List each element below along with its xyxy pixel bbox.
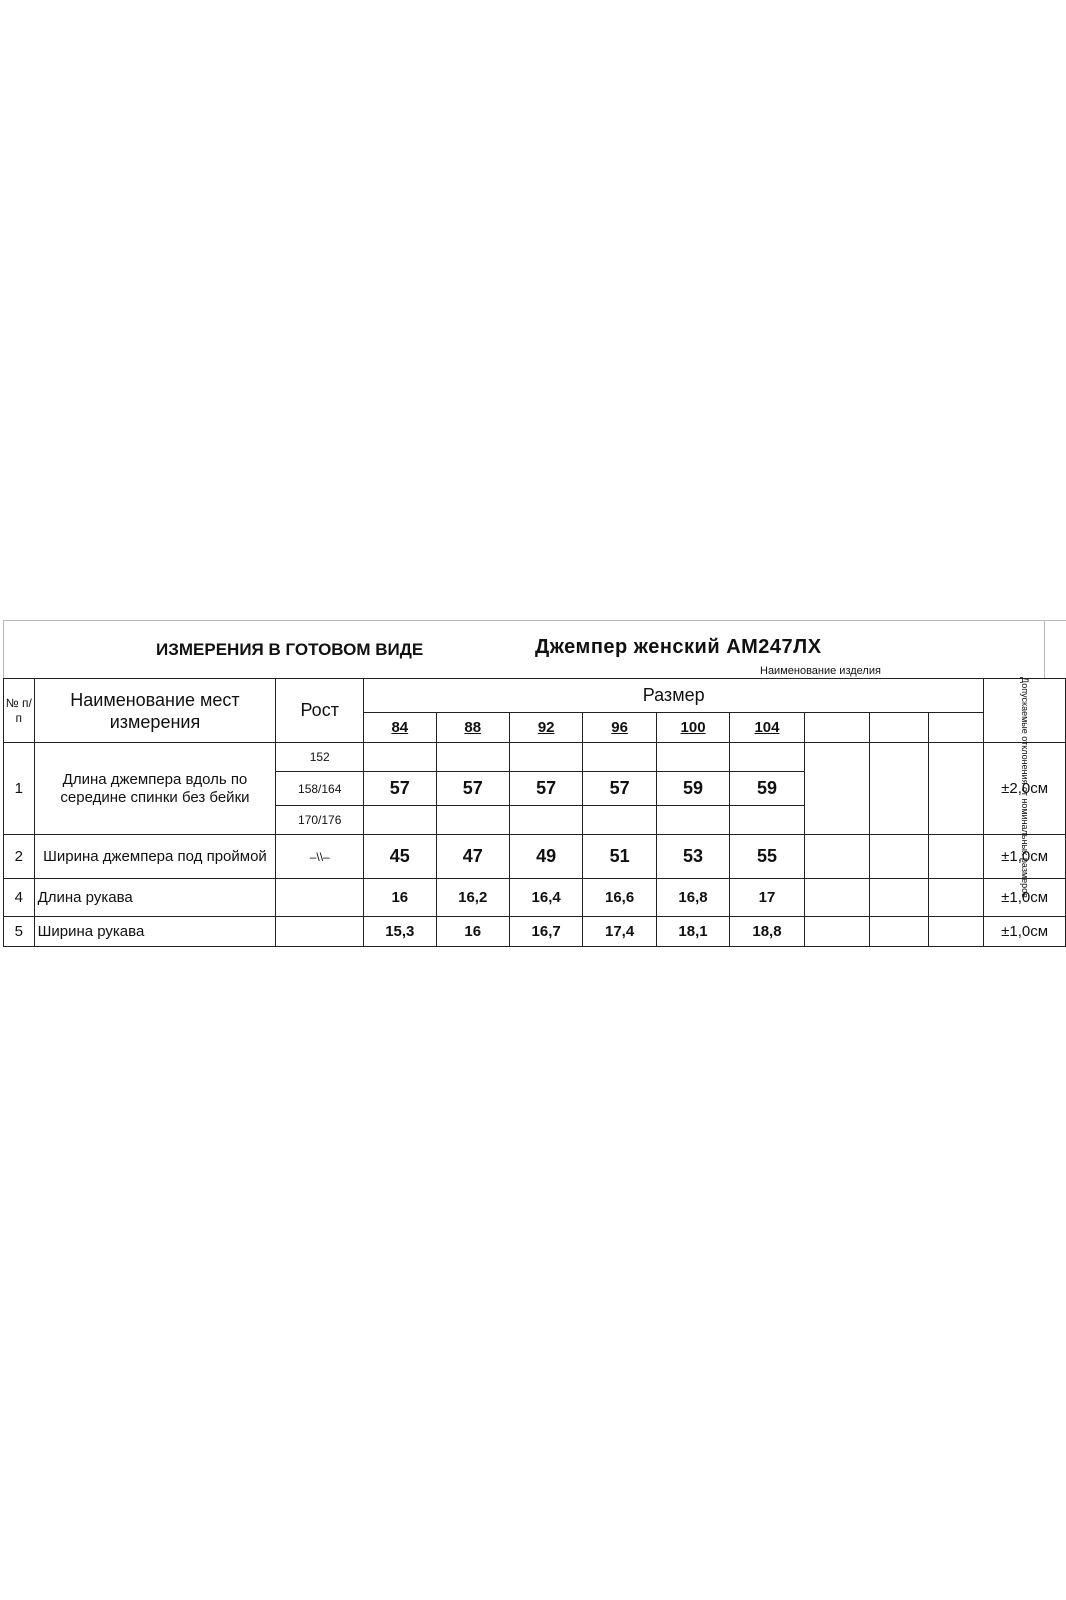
- row-2-name: Ширина джемпера под проймой: [34, 835, 276, 879]
- row-1-rost-b: 158/164: [276, 772, 364, 806]
- empty-size-cell: [804, 713, 869, 743]
- empty-cell: [436, 743, 509, 772]
- empty-size-cell: [929, 713, 984, 743]
- row-1-value: 57: [583, 772, 656, 806]
- row-1-value: 57: [509, 772, 582, 806]
- sheet-grid-left: [3, 620, 4, 678]
- measurement-table: [3, 678, 1066, 947]
- row-2-value: 51: [583, 835, 656, 879]
- empty-cell: [929, 835, 984, 879]
- empty-size-cell: [870, 713, 929, 743]
- sheet-grid-top: [3, 620, 1066, 621]
- row-2-value: 47: [436, 835, 509, 879]
- empty-cell: [870, 835, 929, 879]
- row-2-value: 53: [656, 835, 729, 879]
- column-no-header: № п/п: [4, 679, 35, 743]
- row-4-value: 16,4: [509, 879, 582, 917]
- row-5-rost: [276, 917, 364, 947]
- column-name-header: Наименование мест измерения: [34, 679, 276, 743]
- empty-cell: [583, 806, 656, 835]
- row-5-value: 16,7: [509, 917, 582, 947]
- row-4-value: 16: [364, 879, 436, 917]
- size-88: 88: [436, 713, 509, 743]
- empty-cell: [870, 917, 929, 947]
- row-5-value: 17,4: [583, 917, 656, 947]
- tolerance-header-text: Допускаемые отклонения от номинальных размеров: [1019, 676, 1030, 898]
- product-title: Джемпер женский АМ247ЛХ: [535, 636, 822, 658]
- row-2-no: 2: [4, 835, 35, 879]
- empty-cell: [583, 743, 656, 772]
- empty-cell: [730, 806, 804, 835]
- column-rost-header: Рост: [276, 679, 364, 743]
- empty-cell: [804, 743, 869, 835]
- row-1-tolerance: ±2,0см: [984, 743, 1066, 835]
- empty-cell: [804, 879, 869, 917]
- row-5-name: Ширина рукава: [34, 917, 276, 947]
- row-4-name: Длина рукава: [34, 879, 276, 917]
- row-4-value: 16,8: [656, 879, 729, 917]
- empty-cell: [929, 879, 984, 917]
- size-104: 104: [730, 713, 804, 743]
- row-1-value: 57: [364, 772, 436, 806]
- empty-cell: [804, 917, 869, 947]
- row-5-tolerance: ±1,0см: [984, 917, 1066, 947]
- row-2-rost: –\\–: [276, 835, 364, 879]
- row-4-value: 16,6: [583, 879, 656, 917]
- row-5-value: 15,3: [364, 917, 436, 947]
- empty-cell: [730, 743, 804, 772]
- row-1-rost-a: 152: [276, 743, 364, 772]
- size-96: 96: [583, 713, 656, 743]
- row-1-rost-c: 170/176: [276, 806, 364, 835]
- empty-cell: [436, 806, 509, 835]
- empty-cell: [929, 743, 984, 835]
- row-1-value: 57: [436, 772, 509, 806]
- empty-cell: [870, 879, 929, 917]
- empty-cell: [364, 806, 436, 835]
- row-2-value: 45: [364, 835, 436, 879]
- empty-cell: [656, 743, 729, 772]
- empty-cell: [804, 835, 869, 879]
- product-caption: Наименование изделия: [760, 665, 881, 677]
- empty-cell: [870, 743, 929, 835]
- row-1-value: 59: [730, 772, 804, 806]
- sheet-title: ИЗМЕРЕНИЯ В ГОТОВОМ ВИДЕ: [156, 640, 424, 659]
- row-1-no: 1: [4, 743, 35, 835]
- column-razmer-header: Размер: [364, 679, 984, 713]
- row-4-no: 4: [4, 879, 35, 917]
- row-5-no: 5: [4, 917, 35, 947]
- row-4-value: 17: [730, 879, 804, 917]
- row-5-value: 16: [436, 917, 509, 947]
- empty-cell: [509, 806, 582, 835]
- row-4-rost: [276, 879, 364, 917]
- row-2-tolerance: ±1,0см: [984, 835, 1066, 879]
- row-4-value: 16,2: [436, 879, 509, 917]
- row-1-value: 59: [656, 772, 729, 806]
- empty-cell: [656, 806, 729, 835]
- empty-cell: [509, 743, 582, 772]
- sheet-grid-right: [1044, 620, 1045, 678]
- row-4-tolerance: ±1,0см: [984, 879, 1066, 917]
- empty-cell: [929, 917, 984, 947]
- size-100: 100: [656, 713, 729, 743]
- size-84: 84: [364, 713, 436, 743]
- row-2-value: 55: [730, 835, 804, 879]
- size-92: 92: [509, 713, 582, 743]
- row-1-name: Длина джемпера вдоль по середине спинки без бейки: [34, 743, 276, 835]
- row-5-value: 18,1: [656, 917, 729, 947]
- row-5-value: 18,8: [730, 917, 804, 947]
- empty-cell: [364, 743, 436, 772]
- row-2-value: 49: [509, 835, 582, 879]
